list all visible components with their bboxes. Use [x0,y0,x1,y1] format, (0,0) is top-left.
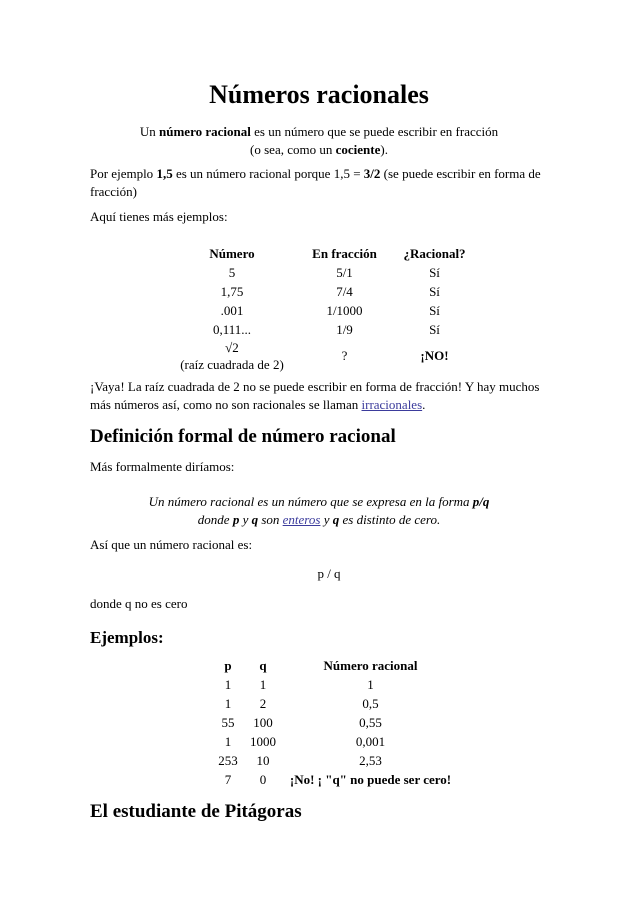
examples-table [177,244,467,373]
page-title: Números racionales [209,80,429,109]
table-row: 7 0 ¡No! ¡ "q" no puede ser cero! [224,771,452,787]
table-row: 1,75 7/4 Sí [220,283,440,299]
table-row: 1 1000 0,001 [224,733,386,749]
table-header-row: p q Número racional [224,657,418,673]
term-numero-racional: número racional [159,124,251,139]
example-paragraph: Por ejemplo 1,5 es un número racional porque 1,5 = 3/2 (se puede escribir en forma de fracción) [90,166,541,199]
table-row: 5 5/1 Sí [228,264,440,280]
pq-examples-table [213,656,458,789]
heading-definicion: Definición formal de número racional [90,426,396,447]
table-row: .001 1/1000 Sí [220,302,440,318]
q-not-zero-text: donde q no es cero [90,596,188,611]
asique-text: Así que un número racional es: [90,537,253,552]
formula-p-over-q: p / q [317,566,341,581]
heading-pitagoras: El estudiante de Pitágoras [90,801,302,822]
irrational-paragraph: ¡Vaya! La raíz cuadrada de 2 no se puede escribir en forma de fracción! Y hay muchos más números así, como no son racionales se llaman irracionales. [90,379,540,412]
formal-intro-text: Más formalmente diríamos: [90,459,235,474]
intro-paragraph: Un número racional es un número que se puede escribir en fracción (o sea, como un cociente). [139,124,499,157]
table-row: 0,111... 1/9 Sí [212,321,440,337]
irracionales-link[interactable]: irracionales [361,397,423,412]
table-row: 253 10 2,53 [218,752,382,768]
heading-ejemplos: Ejemplos: [90,628,164,647]
table-row: 1 2 0,5 [224,695,379,711]
term-cociente: cociente [335,142,381,157]
enteros-link[interactable]: enteros [282,512,321,527]
table-row: 1 1 1 [224,676,374,692]
table-header-row: Número En fracción ¿Racional? [209,245,466,261]
formal-definition: Un número racional es un número que se expresa en la forma p/q donde p y q son enteros y q es distinto de cero. [148,494,490,527]
table-row: √2 (raíz cuadrada de 2) ? ¡NO! [180,340,449,372]
more-examples-text: Aquí tienes más ejemplos: [90,209,228,224]
table-row: 55 100 0,55 [221,714,382,730]
